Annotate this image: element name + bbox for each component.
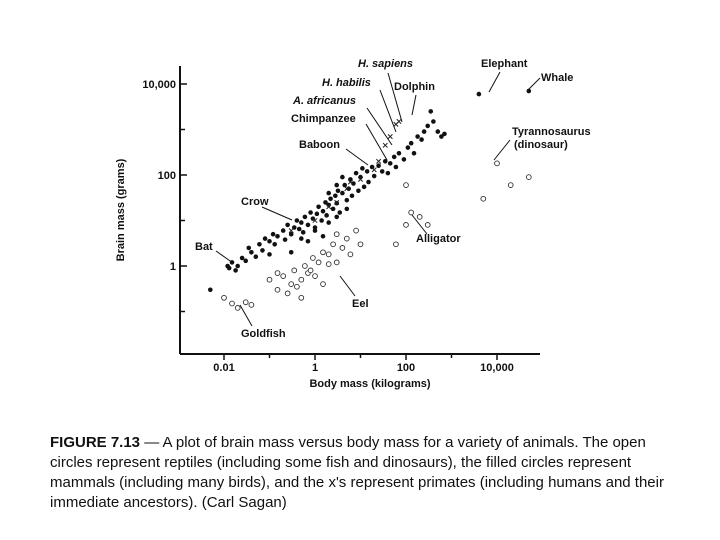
mammal-point <box>376 163 381 168</box>
mammal-point <box>362 185 367 190</box>
mammal-point <box>246 246 251 251</box>
mammal-point <box>208 287 213 292</box>
reptile-point <box>404 183 409 188</box>
mammal-point <box>299 236 304 241</box>
mammal-point <box>260 248 265 253</box>
figure-label: FIGURE 7.13 <box>50 434 141 451</box>
reptile-point <box>326 262 331 267</box>
mammal-point <box>297 227 302 232</box>
reptile-point <box>358 242 363 247</box>
mammal-point <box>333 193 338 198</box>
caption-text: — A plot of brain mass versus body mass for a variety of animals. The open circles represent reptiles (including some fish and dinosaurs), the filled circles represent mammals (including many birds), and the x's represent primates (including humans and their immediate ancestors). (Carl Sagan) <box>50 434 664 511</box>
figure-caption <box>50 433 690 513</box>
mammal-point <box>249 250 254 255</box>
mammal-point <box>267 239 272 244</box>
mammal-point <box>301 230 306 235</box>
x-axis-title: Body mass (kilograms) <box>309 378 431 390</box>
annotation-leader <box>528 78 540 90</box>
annotation-label: Elephant <box>481 58 528 70</box>
mammal-point <box>263 236 268 241</box>
reptile-point <box>267 277 272 282</box>
reptile-point <box>292 268 297 273</box>
annotation-label: Bat <box>195 241 213 253</box>
mammal-point <box>366 180 371 185</box>
reptile-point <box>275 287 280 292</box>
mammal-point <box>406 145 411 150</box>
mammal-point <box>299 220 304 225</box>
primate-point <box>376 159 380 163</box>
x-tick-label: 1 <box>311 362 319 374</box>
annotation-leader <box>367 108 392 145</box>
reptile-point <box>508 183 513 188</box>
reptile-point <box>495 161 500 166</box>
annotation-leader <box>412 95 416 115</box>
mammal-point <box>326 191 331 196</box>
reptile-point <box>249 302 254 307</box>
annotation-label: H. sapiens <box>358 58 414 70</box>
primate-point <box>372 168 376 172</box>
reptile-point <box>331 242 336 247</box>
reptile-point <box>334 260 339 265</box>
mammal-point <box>319 218 324 223</box>
mammal-point <box>254 254 259 259</box>
reptile-point <box>354 228 359 233</box>
y-tick-label: 100 <box>157 170 176 182</box>
mammal-point <box>233 268 238 273</box>
annotation-leader <box>346 149 368 165</box>
annotation-leader <box>240 305 252 326</box>
reptile-point <box>243 300 248 305</box>
annotation-label: H. habilis <box>322 77 371 89</box>
mammal-point <box>428 109 433 114</box>
mammal-point <box>388 161 393 166</box>
mammal-point <box>334 201 339 206</box>
mammal-point <box>303 215 308 220</box>
reptile-point <box>326 252 331 257</box>
mammal-point <box>442 132 447 137</box>
mammal-point <box>425 124 430 129</box>
annotation-label: Alligator <box>416 233 461 245</box>
mammal-point <box>271 232 276 237</box>
mammal-point <box>345 207 350 212</box>
y-tick-label: 10,000 <box>142 79 176 91</box>
primate-point <box>383 143 387 147</box>
mammal-point <box>227 266 232 271</box>
mammal-point <box>257 242 262 247</box>
reptile-point <box>299 295 304 300</box>
mammal-point <box>336 188 341 193</box>
annotation-leader <box>366 124 387 160</box>
mammal-point <box>409 141 414 146</box>
reptile-point <box>235 305 240 310</box>
annotation-label: Dolphin <box>394 81 435 93</box>
annotation-label: (dinosaur) <box>514 139 568 151</box>
mammal-point <box>415 134 420 139</box>
annotation-leader <box>216 251 233 263</box>
mammal-point <box>412 151 417 156</box>
mammal-point <box>272 242 277 247</box>
mammal-point <box>334 215 339 220</box>
mammal-point <box>402 157 407 162</box>
annotation-label: Baboon <box>299 139 340 151</box>
reptile-point <box>289 282 294 287</box>
mammal-point <box>316 205 321 210</box>
reptile-point <box>299 277 304 282</box>
mammal-point <box>289 250 294 255</box>
mammal-point <box>331 207 336 212</box>
reptile-point <box>316 260 321 265</box>
mammal-point <box>321 209 326 214</box>
annotation-label: Eel <box>352 298 369 310</box>
mammal-point <box>422 129 427 134</box>
mammal-point <box>354 171 359 176</box>
y-tick-label: 1 <box>169 261 176 273</box>
mammal-point <box>358 175 363 180</box>
reptile-point <box>313 274 318 279</box>
mammal-point <box>324 213 329 218</box>
mammal-point <box>337 210 342 215</box>
reptile-point <box>409 210 414 215</box>
mammal-point <box>281 228 286 233</box>
annotation-label: A. africanus <box>293 95 356 107</box>
chart-annotations <box>195 58 591 340</box>
reptile-point <box>275 271 280 276</box>
reptile-point <box>281 274 286 279</box>
mammal-point <box>380 169 385 174</box>
mammal-point <box>340 175 345 180</box>
mammal-point <box>328 196 333 201</box>
mammal-point <box>240 256 245 261</box>
mammal-point <box>360 166 365 171</box>
reptile-point <box>348 252 353 257</box>
annotation-label: Crow <box>241 196 269 208</box>
reptile-point <box>222 295 227 300</box>
reptile-point <box>417 214 422 219</box>
mammal-point <box>345 198 350 203</box>
mammal-point <box>419 137 424 142</box>
reptile-point <box>308 268 313 273</box>
mammal-point <box>356 188 361 193</box>
reptile-point <box>404 223 409 228</box>
reptile-point <box>344 236 349 241</box>
mammal-point <box>243 259 248 264</box>
mammal-point <box>397 151 402 156</box>
mammal-point <box>315 212 320 217</box>
mammal-point <box>436 129 441 134</box>
mammal-point <box>283 237 288 242</box>
mammal-point <box>350 193 355 198</box>
annotation-label: Tyrannosaurus <box>512 126 591 138</box>
mammal-point <box>313 228 318 233</box>
mammal-point <box>386 171 391 176</box>
annotation-leader <box>380 90 396 132</box>
reptile-point <box>230 301 235 306</box>
mammal-point <box>431 119 436 124</box>
mammal-point <box>477 92 482 97</box>
mammal-point <box>365 169 370 174</box>
reptile-point <box>425 223 430 228</box>
mammal-point <box>295 218 300 223</box>
mammal-point <box>267 252 272 257</box>
reptile-point <box>481 196 486 201</box>
mammal-point <box>394 165 399 170</box>
primate-point <box>397 119 401 123</box>
x-tick-label: 100 <box>396 362 416 374</box>
mammal-point <box>372 174 377 179</box>
mammal-point <box>275 234 280 239</box>
annotation-leader <box>494 140 510 160</box>
annotation-label: Whale <box>541 72 574 84</box>
reptile-point <box>334 232 339 237</box>
mammal-point <box>326 220 331 225</box>
y-axis-title: Brain mass (grams) <box>115 158 127 262</box>
mammal-point <box>306 239 311 244</box>
x-tick-label: 0.01 <box>213 362 235 374</box>
reptile-point <box>303 264 308 269</box>
mammal-point <box>340 191 345 196</box>
annotation-leader <box>262 207 292 220</box>
reptile-point <box>321 250 326 255</box>
reptile-point <box>321 282 326 287</box>
annotation-label: Chimpanzee <box>291 113 356 125</box>
reptile-point <box>294 284 299 289</box>
x-tick-label: 10,000 <box>480 362 514 374</box>
primate-point <box>388 134 392 138</box>
annotation-leader <box>489 72 500 92</box>
mammal-point <box>321 234 326 239</box>
annotation-leader <box>340 276 355 296</box>
annotation-label: Goldfish <box>241 328 286 340</box>
reptile-point <box>340 245 345 250</box>
reptile-point <box>311 256 316 261</box>
mammal-point <box>235 264 240 269</box>
reptile-point <box>526 175 531 180</box>
reptile-point <box>394 242 399 247</box>
mammal-point <box>392 155 397 160</box>
mammal-point <box>308 210 313 215</box>
mammal-point <box>285 223 290 228</box>
reptile-point <box>285 291 290 296</box>
mammal-point <box>306 223 311 228</box>
mammal-point <box>370 165 375 170</box>
mammal-point <box>334 183 339 188</box>
